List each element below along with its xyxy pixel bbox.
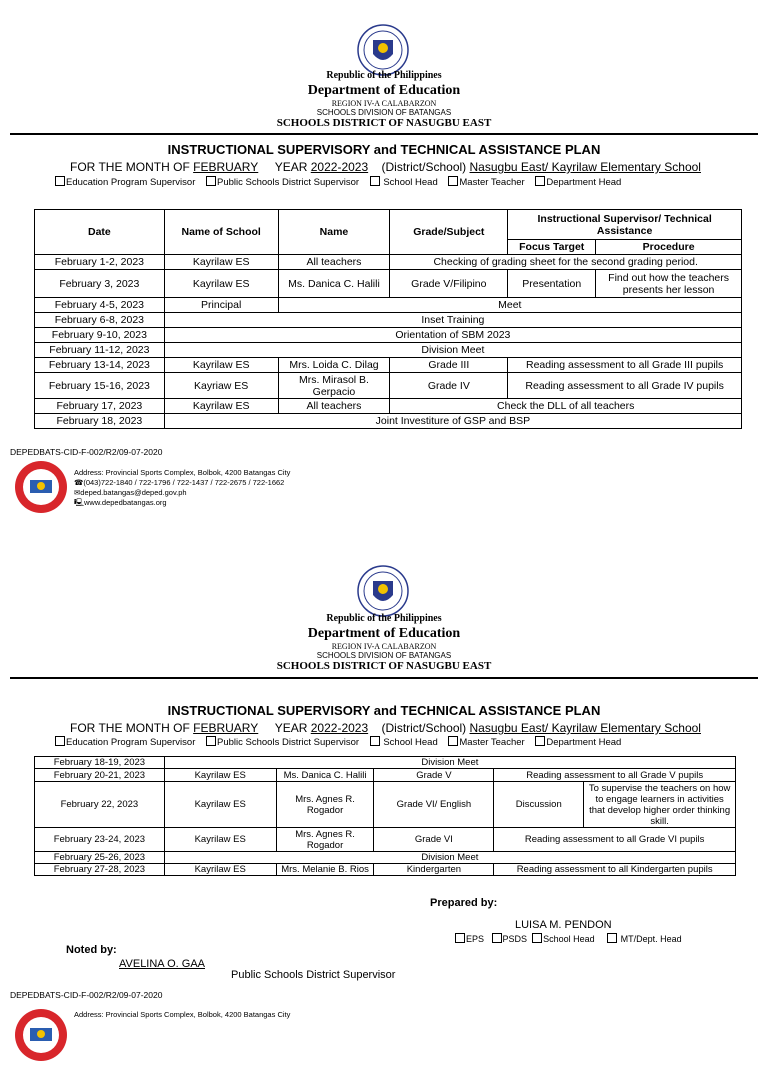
table-row (35, 313, 742, 328)
checkbox[interactable] (206, 736, 216, 746)
plan-title: INSTRUCTIONAL SUPERVISORY and TECHNICAL ASSISTANCE PLAN (167, 703, 601, 718)
table-cell: February 23-24, 2023 (35, 828, 165, 852)
checkbox[interactable] (448, 176, 458, 186)
region-label: REGION IV-A CALABARZON (331, 642, 437, 651)
table-cell: Reading assessment to all Grade V pupils (494, 769, 736, 782)
header-ista: Instructional Supervisor/ Technical Assistance (508, 210, 742, 240)
table-cell: Check the DLL of all teachers (390, 399, 742, 414)
table-cell: Joint Investiture of GSP and BSP (164, 414, 741, 429)
republic-label: Republic of the Philippines (326, 70, 442, 81)
table-cell: Kayrilaw ES (164, 864, 276, 876)
table-cell: Ms. Danica C. Halili (276, 769, 374, 782)
table-cell: Ms. Danica C. Halili (278, 270, 390, 298)
table-cell: Mrs. Agnes R. Rogador (276, 828, 374, 852)
table-cell: February 15-16, 2023 (35, 373, 165, 399)
header-procedure: Procedure (596, 240, 742, 255)
checkbox[interactable] (55, 736, 65, 746)
footer-address: Address: Provincial Sports Complex, Bolbok, 4200 Batangas City (74, 1010, 291, 1019)
table-row (35, 343, 742, 358)
table-row (35, 298, 742, 313)
checkbox[interactable] (55, 176, 65, 186)
table-cell: All teachers (278, 255, 390, 270)
month-line: FOR THE MONTH OF FEBRUARY YEAR 2022-2023 (District/School) Nasugbu East/ Kayrilaw Elementary School (70, 721, 701, 735)
table-cell: February 17, 2023 (35, 399, 165, 414)
table-row (35, 270, 742, 298)
header-grade: Grade/Subject (390, 210, 508, 255)
website-link[interactable]: 🖳www.depedbatangas.org (74, 498, 167, 507)
checkbox[interactable] (535, 736, 545, 746)
table-cell: February 22, 2023 (35, 782, 165, 828)
table-row (35, 255, 742, 270)
table-cell: Grade VI/ English (374, 782, 494, 828)
plan-title: INSTRUCTIONAL SUPERVISORY and TECHNICAL ASSISTANCE PLAN (167, 142, 601, 157)
table-cell: Reading assessment to all Kindergarten pupils (494, 864, 736, 876)
table-cell: Grade V (374, 769, 494, 782)
deped-seal (357, 24, 409, 76)
table-cell: Kayrilaw ES (164, 782, 276, 828)
plan-table-2 (34, 756, 736, 876)
header-date: Date (35, 210, 165, 255)
table-cell: Orientation of SBM 2023 (164, 328, 741, 343)
table-cell: Principal (164, 298, 278, 313)
table-row (35, 373, 742, 399)
header-school: Name of School (164, 210, 278, 255)
table-cell: Find out how the teachers presents her lesson (596, 270, 742, 298)
checkbox[interactable] (535, 176, 545, 186)
checkbox[interactable] (206, 176, 216, 186)
table-cell: To supervise the teachers on how to engage learners in activities that develop higher order thinking skill. (584, 782, 736, 828)
table-row (35, 328, 742, 343)
header-rule (10, 677, 758, 679)
table-row (35, 769, 736, 782)
table-cell: Presentation (508, 270, 596, 298)
table-cell: Grade IV (390, 373, 508, 399)
table-row (35, 358, 742, 373)
table-cell: Kayrilaw ES (164, 769, 276, 782)
table-cell: February 9-10, 2023 (35, 328, 165, 343)
table-cell: Division Meet (164, 852, 735, 864)
prepared-by-name: LUISA M. PENDON (515, 919, 612, 931)
role-checkboxes: Education Program Supervisor Public Schools District Supervisor School Head Master Teacher Department Head (55, 176, 629, 188)
table-cell: February 25-26, 2023 (35, 852, 165, 864)
table-cell: Kayrilaw ES (164, 828, 276, 852)
prepared-by-label: Prepared by: (430, 897, 498, 909)
plan-table-1 (34, 209, 742, 429)
table-cell: Division Meet (164, 343, 741, 358)
table-cell: February 6-8, 2023 (35, 313, 165, 328)
division-label: SCHOOLS DIVISION OF BATANGAS (316, 651, 452, 660)
noted-by-label: Noted by: (66, 944, 117, 956)
table-row (35, 828, 736, 852)
district-label: SCHOOLS DISTRICT OF NASUGBU EAST (276, 660, 492, 672)
table-cell: Reading assessment to all Grade VI pupils (494, 828, 736, 852)
table-row (35, 782, 736, 828)
table-cell: Grade V/Filipino (390, 270, 508, 298)
noted-by-title: Public Schools District Supervisor (231, 969, 396, 981)
table-cell: Kayrilaw ES (164, 399, 278, 414)
header-name: Name (278, 210, 390, 255)
header-rule (10, 133, 758, 135)
checkbox[interactable] (448, 736, 458, 746)
division-logo (14, 460, 68, 514)
department-label: Department of Education (307, 626, 461, 641)
deped-seal (357, 565, 409, 617)
table-cell: February 18, 2023 (35, 414, 165, 429)
table-row (35, 864, 736, 876)
district-label: SCHOOLS DISTRICT OF NASUGBU EAST (276, 117, 492, 129)
table-cell: All teachers (278, 399, 390, 414)
division-logo (14, 1008, 68, 1062)
table-cell: Discussion (494, 782, 584, 828)
table-cell: February 3, 2023 (35, 270, 165, 298)
table-cell: Checking of grading sheet for the second grading period. (390, 255, 742, 270)
table-cell: February 1-2, 2023 (35, 255, 165, 270)
table-cell: Inset Training (164, 313, 741, 328)
noted-by-name: AVELINA O. GAA (119, 958, 205, 970)
header-focus: Focus Target (508, 240, 596, 255)
role-checkboxes: Education Program Supervisor Public Schools District Supervisor School Head Master Teacher Department Head (55, 736, 629, 748)
table-cell: Meet (278, 298, 741, 313)
table-row (35, 757, 736, 769)
table-cell: February 20-21, 2023 (35, 769, 165, 782)
table-cell: Kindergarten (374, 864, 494, 876)
table-cell: February 18-19, 2023 (35, 757, 165, 769)
footer-address: Address: Provincial Sports Complex, Bolbok, 4200 Batangas City ☎(043)722-1840 / 722-1796 / 722-1437 / 722-2675 / 722-1662 ✉deped.batangas@deped.gov.ph 🖳www.depedbatangas.org (74, 468, 291, 507)
table-cell: Mrs. Loida C. Dilag (278, 358, 390, 373)
table-cell: Kayrilaw ES (164, 255, 278, 270)
month-line: FOR THE MONTH OF FEBRUARY YEAR 2022-2023 (District/School) Nasugbu East/ Kayrilaw Elementary School (70, 160, 701, 174)
table-cell: February 11-12, 2023 (35, 343, 165, 358)
table-cell: Mrs. Melanie B. Rios (276, 864, 374, 876)
table-cell: Kayrilaw ES (164, 270, 278, 298)
table-row (35, 414, 742, 429)
division-label: SCHOOLS DIVISION OF BATANGAS (316, 108, 452, 117)
form-code: DEPEDBATS-CID-F-002/R2/09-07-2020 (10, 447, 163, 457)
table-cell: Reading assessment to all Grade IV pupils (508, 373, 742, 399)
table-cell: February 4-5, 2023 (35, 298, 165, 313)
table-cell: Mrs. Agnes R. Rogador (276, 782, 374, 828)
table-cell: Grade III (390, 358, 508, 373)
email-link[interactable]: ✉deped.batangas@deped.gov.ph (74, 488, 187, 497)
checkbox[interactable] (370, 736, 380, 746)
table-cell: February 13-14, 2023 (35, 358, 165, 373)
table-row (35, 852, 736, 864)
table-cell: Kayrilaw ES (164, 358, 278, 373)
table-cell: Division Meet (164, 757, 735, 769)
region-label: REGION IV-A CALABARZON (331, 99, 437, 108)
form-code: DEPEDBATS-CID-F-002/R2/09-07-2020 (10, 990, 163, 1000)
checkbox[interactable] (370, 176, 380, 186)
table-cell: Kayriaw ES (164, 373, 278, 399)
table-cell: Grade VI (374, 828, 494, 852)
table-cell: February 27-28, 2023 (35, 864, 165, 876)
republic-label: Republic of the Philippines (326, 613, 442, 624)
prepared-by-roles: EPS PSDS School Head MT/Dept. Head (455, 933, 682, 944)
table-cell: Mrs. Mirasol B. Gerpacio (278, 373, 390, 399)
table-row (35, 399, 742, 414)
department-label: Department of Education (307, 83, 461, 98)
table-cell: Reading assessment to all Grade III pupils (508, 358, 742, 373)
